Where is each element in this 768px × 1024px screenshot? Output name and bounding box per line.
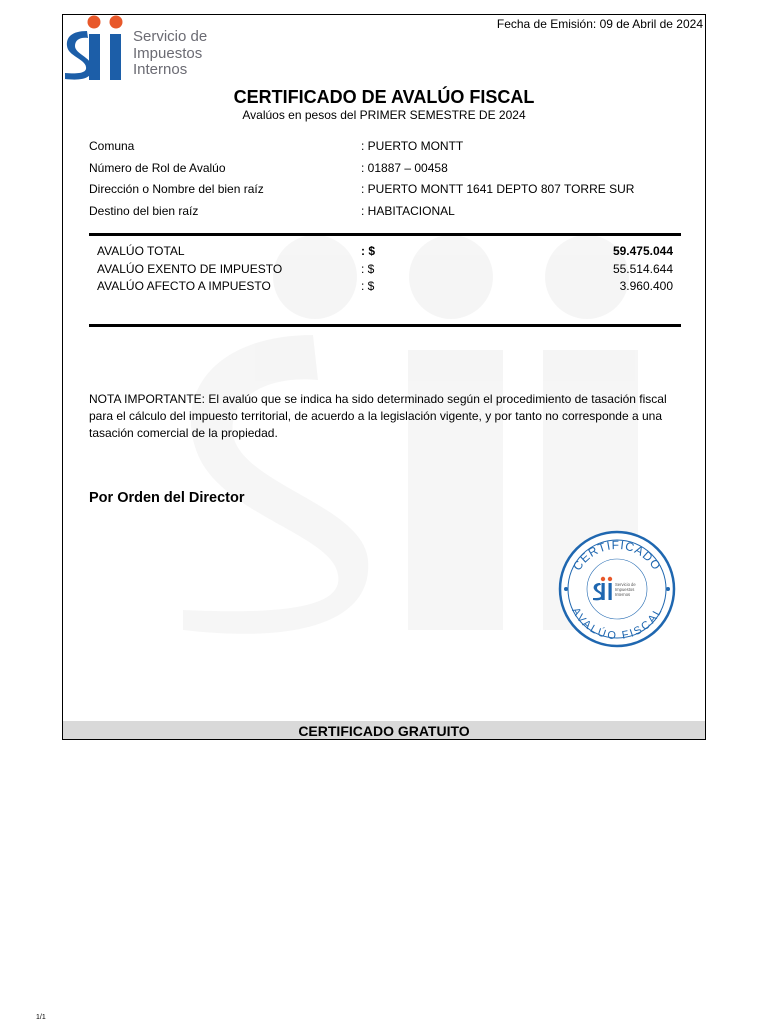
valuation-row-exento: [97, 262, 673, 278]
valuation-amount: 55.514.644: [612, 262, 673, 276]
stamp-logo-line-2: Impuestos: [615, 587, 635, 592]
info-value: : 01887 – 00458: [361, 161, 448, 175]
info-value: : PUERTO MONTT: [361, 139, 464, 153]
logo-wordmark: [133, 29, 207, 79]
document-title: CERTIFICADO DE AVALÚO FISCAL: [233, 87, 535, 107]
info-row-direccion: [89, 182, 695, 198]
stamp-logo-line-1: Servicio de: [615, 582, 636, 587]
info-value: : HABITACIONAL: [361, 204, 455, 218]
info-row-rol: [89, 161, 695, 177]
valuation-currency: : $: [361, 262, 375, 276]
certificate-stamp-icon: [557, 529, 677, 649]
info-label: Dirección o Nombre del bien raíz: [89, 182, 264, 196]
valuation-amount: 59.475.044: [612, 244, 673, 258]
valuation-currency: : $: [361, 279, 375, 293]
stamp-logo-line-3: Internos: [615, 592, 631, 597]
logo-line-3: Internos: [133, 61, 188, 78]
valuation-amount: 3.960.400: [619, 279, 673, 293]
valuation-label: AVALÚO EXENTO DE IMPUESTO: [97, 262, 283, 276]
document-subtitle: Avalúos en pesos del PRIMER SEMESTRE DE 2024: [242, 108, 526, 122]
logo-line-2: Impuestos: [133, 44, 203, 62]
info-row-comuna: [89, 139, 695, 155]
divider-top: [89, 233, 681, 236]
info-label: Comuna: [89, 139, 135, 153]
page-number: 1/1: [36, 1014, 46, 1021]
info-value: : PUERTO MONTT 1641 DEPTO 807 TORRE SUR: [361, 182, 635, 196]
stamp-bottom-text: AVALÚO FISCAL: [569, 605, 665, 643]
logo-line-1: Servicio de: [133, 28, 208, 45]
info-label: Destino del bien raíz: [89, 204, 199, 218]
info-label: Número de Rol de Avalúo: [89, 161, 226, 175]
info-row-destino: [89, 204, 695, 220]
sii-logo-icon: [63, 15, 133, 85]
valuation-row-total: [97, 244, 673, 260]
footer-free-certificate: CERTIFICADO GRATUITO: [63, 721, 705, 739]
divider-bottom: [89, 324, 681, 327]
important-note: NOTA IMPORTANTE: El avalúo que se indica ha sido determinado según el procedimiento de tasación fiscal para el cálculo del impuesto territorial, de acuerdo a la legislación vigente, y por tanto no corresponde a una tasación comercial de la propiedad.: [89, 392, 667, 440]
stamp-top-text: CERTIFICADO: [569, 537, 665, 574]
valuation-currency: : $: [361, 244, 376, 258]
emission-date: Fecha de Emisión: 09 de Abril de 2024: [496, 17, 703, 31]
valuation-row-afecto: [97, 279, 673, 295]
valuation-label: AVALÚO TOTAL: [97, 244, 185, 258]
valuation-label: AVALÚO AFECTO A IMPUESTO: [97, 279, 271, 293]
director-signature: Por Orden del Director: [89, 490, 245, 506]
certificate-document: [62, 14, 706, 740]
